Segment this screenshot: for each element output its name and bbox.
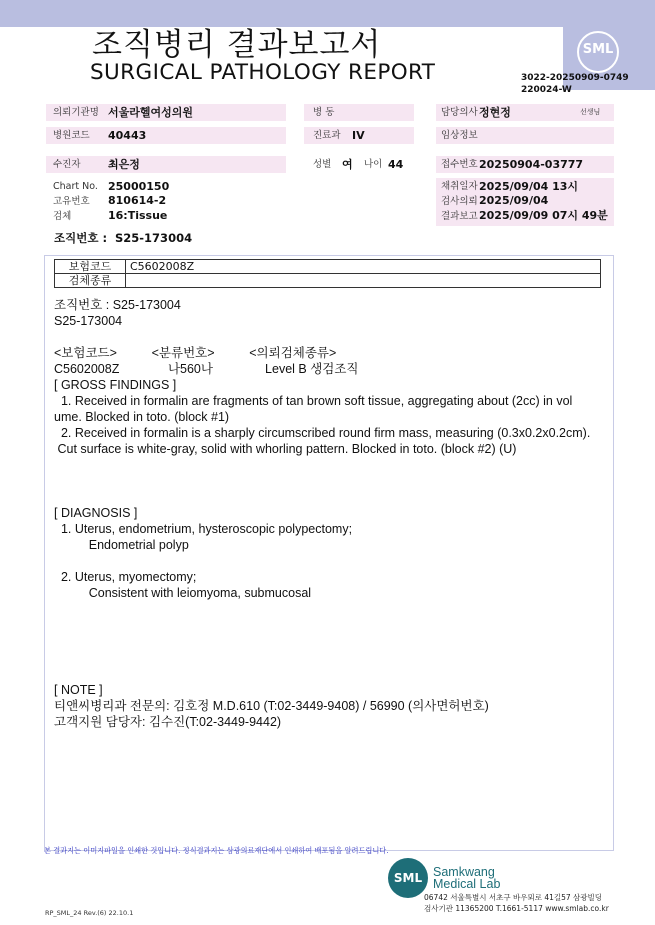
patient-value: 최은정 [108,158,140,171]
title-english: SURGICAL PATHOLOGY REPORT [90,60,436,85]
sml-logo-text: SML [582,42,614,57]
diagnosis-title: [ DIAGNOSIS ] [54,506,138,520]
gross-1b: ume. Blocked in toto. (block #1) [54,410,230,424]
diagnosis-1b: Endometrial polyp [54,538,189,552]
lab-name-1: Samkwang [433,865,495,879]
specimen-type-label: 검체종류 [55,274,126,288]
codes-header: <보험코드> <분류번호> <의뢰검체종류> [54,346,337,360]
hospital-value: 서울라헬여성의원 [108,106,194,119]
sex-label: 성별 [313,159,332,170]
samkwang-logo-text: SML [393,871,423,885]
doctor-label: 담당의사 [441,107,478,118]
report-line-2: S25-173004 [54,314,123,328]
tissue-no-label: 조직번호 : [54,231,108,245]
result-value: 2025/09/09 07시 49분 [479,209,608,222]
request-label: 검사의뢰 [441,196,478,207]
print-notice: 본 결과지는 이미지파일을 인쇄한 것입니다. 정식결과지는 삼광의료재단에서 인쇄하여 배포됨을 알려드립니다. [44,846,389,855]
specimen-type-value [126,274,601,288]
report-line-1: 조직번호 : S25-173004 [54,298,181,312]
gross-1a: 1. Received in formalin are fragments of tan brown soft tissue, aggregating about (2cc) in vol [54,394,573,408]
doctor-value: 정현정 [479,106,511,119]
clinical-label: 임상정보 [441,130,478,141]
form-code: RP_SML_24 Rev.(6) 22.10.1 [45,909,134,917]
chart-value: 25000150 [108,180,170,193]
age-value: 44 [388,158,404,171]
ward-label: 병 동 [313,107,335,118]
diagnosis-1a: 1. Uterus, endometrium, hysteroscopic polypectomy; [54,522,353,536]
title-korean: 조직병리 결과보고서 [92,27,382,63]
codes-values: C5602008Z 나560나 Level B 생검조직 [54,362,359,376]
diagnosis-2a: 2. Uterus, myomectomy; [54,570,197,584]
report-number-1: 3022-20250909-0749 [521,73,629,83]
tissue-no-value: S25-173004 [115,231,193,245]
note-line-1: 티앤씨병리과 전문의: 김호정 M.D.610 (T:02-3449-9408) / 56990 (의사면허번호) [54,699,489,713]
dept-label: 진료과 [313,130,341,141]
header-band [0,0,655,27]
receipt-value: 20250904-03777 [479,158,584,171]
lab-address [424,892,609,914]
dept-value: IV [352,129,365,142]
result-label: 결과보고 [441,211,478,222]
age-label: 나이 [364,159,383,170]
gross-2a: 2. Received in formalin is a sharply circumscribed round firm mass, measuring (0.3x0.2x0.2cm). [54,426,591,440]
request-value: 2025/09/04 [479,194,549,207]
doctor-suffix: 선생님 [580,108,601,116]
id-label: 고유번호 [53,196,90,207]
specimen-value: 16:Tissue [108,209,168,222]
receipt-label: 접수번호 [441,159,478,170]
hospcode-label: 병원코드 [53,130,90,141]
report-number-2: 220024-W [521,85,572,95]
lab-address-2: 검사기관 11365200 T.1661-5117 www.smlab.co.kr [424,904,609,913]
field-bg-patient [46,156,286,173]
lab-address-1: 06742 서울특별시 서초구 바우뫼로 41길57 삼광빌딩 [424,893,603,902]
insurance-code-value: C5602008Z [126,260,601,274]
patient-label: 수진자 [53,159,81,170]
insurance-code-label: 보험코드 [55,260,126,274]
note-line-2: 고객지원 담당자: 김수진(T:02-3449-9442) [54,715,282,729]
gross-title: [ GROSS FINDINGS ] [54,378,177,392]
hospital-label: 의뢰기관명 [53,107,99,118]
sex-value: 여 [342,158,353,171]
lab-name [433,866,500,890]
insurance-table [54,259,601,288]
insurance-row-code [55,260,601,274]
specimen-label: 검체 [53,211,72,222]
diagnosis-2b: Consistent with leiomyoma, submucosal [54,586,312,600]
gross-2b: Cut surface is white-gray, solid with whorling pattern. Blocked in toto. (block #2) (U) [54,442,517,456]
id-value: 810614-2 [108,194,167,207]
chart-label: Chart No. [53,181,98,192]
hospcode-value: 40443 [108,129,147,142]
note-title: [ NOTE ] [54,683,103,697]
insurance-row-type [55,274,601,288]
collect-label: 채취일자 [441,181,478,192]
collect-value: 2025/09/04 13시 [479,180,579,193]
report-number [521,72,629,96]
lab-name-2: Medical Lab [433,877,501,891]
